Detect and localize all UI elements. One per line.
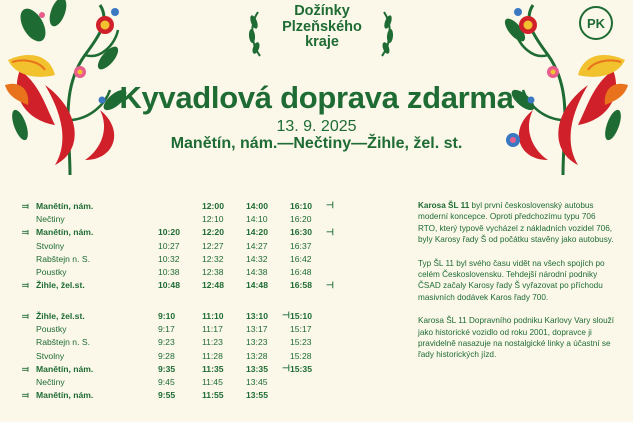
departure-time: 10:32 [158, 253, 180, 264]
stop-marker-cell [22, 226, 36, 239]
departure-time: 9:45 [158, 377, 175, 388]
page-title: Kyvadlová doprava zdarma [119, 80, 514, 115]
stop-marker-cell [22, 265, 36, 278]
stop-marker-cell [22, 322, 36, 335]
stop-marker-cell [22, 349, 36, 362]
departure-time: 15:23 [290, 337, 312, 348]
departure-time: 13:23 [246, 337, 268, 348]
logo-line-1: Dožínky [294, 3, 350, 19]
departure-time: 11:45 [202, 377, 223, 388]
timetable-row [22, 212, 334, 225]
route-end-marker [326, 280, 334, 291]
timetable-row [22, 322, 334, 335]
stop-name: Stvolny [36, 240, 65, 251]
stop-marker-icon [22, 365, 29, 374]
departure-time: 12:38 [202, 267, 224, 278]
stop-marker-icon [22, 202, 29, 211]
departure-time: 10:20 [158, 227, 180, 238]
departure-time: 14:32 [246, 253, 268, 264]
route-end-marker [282, 363, 290, 374]
info-text [418, 200, 614, 373]
region-badge: PK [579, 6, 613, 40]
departure-time: 12:32 [202, 253, 224, 264]
departure-time: 12:20 [202, 227, 224, 238]
timetable-return [22, 309, 334, 402]
stop-name: Manětín, nám. [36, 390, 94, 401]
stop-name: Žihle, žel.st. [36, 280, 85, 291]
stop-marker-cell [22, 389, 36, 402]
stop-marker-cell [22, 375, 36, 388]
departure-time: 13:45 [246, 377, 268, 388]
departure-time: 10:38 [158, 267, 180, 278]
departure-time: 13:55 [246, 390, 268, 401]
stop-name: Rabštejn n. S. [36, 337, 90, 348]
stop-marker-icon [22, 312, 29, 321]
departure-time: 13:17 [246, 323, 268, 334]
route-end-marker [326, 200, 334, 211]
stop-marker-cell [22, 239, 36, 252]
timetable-outbound [22, 199, 334, 292]
route-name: Manětín, nám.—Nečtiny—Žihle, žel. st. [170, 135, 463, 152]
departure-time: 13:10 [246, 310, 268, 321]
departure-time: 16:20 [290, 213, 312, 224]
logo-line-3: kraje [305, 34, 339, 50]
departure-time: 9:35 [158, 363, 176, 374]
info-paragraph-3: Karosa ŠL 11 Dopravního podniku Karlovy Vary slouží jako historické vozidlo od roku 2001, dopravce ji pravidelně nasazuje na nostalgické linky a účastní se řady historických jízd. [418, 316, 614, 360]
timetable-row [22, 226, 334, 239]
timetable-row [22, 375, 334, 388]
departure-time: 16:30 [290, 227, 312, 238]
event-date: 13. 9. 2025 [276, 118, 357, 135]
departure-time [158, 212, 202, 225]
departure-time: 16:37 [290, 240, 312, 251]
departure-time [290, 389, 334, 402]
departure-time: 14:27 [246, 240, 268, 251]
departure-time: 9:23 [158, 337, 175, 348]
departure-time: 15:17 [290, 323, 312, 334]
stop-marker-cell [22, 212, 36, 225]
departure-time: 11:23 [202, 337, 223, 348]
stop-name: Nečtiny [36, 213, 65, 224]
stop-marker-cell [22, 252, 36, 265]
departure-time: 11:35 [202, 363, 224, 374]
departure-time: 9:55 [158, 390, 176, 401]
stop-marker-cell [22, 199, 36, 212]
departure-time: 14:20 [246, 227, 268, 238]
departure-time: 14:38 [246, 267, 268, 278]
departure-time: 16:58 [290, 280, 312, 291]
departure-time: 13:28 [246, 350, 268, 361]
stop-name: Poustky [36, 267, 67, 278]
stop-name: Manětín, nám. [36, 227, 94, 238]
stop-marker-cell [22, 336, 36, 349]
departure-time: 9:10 [158, 310, 176, 321]
departure-time [290, 375, 334, 388]
departure-time: 16:10 [290, 200, 312, 211]
departure-time: 14:48 [246, 280, 268, 291]
stop-name: Manětín, nám. [36, 363, 94, 374]
departure-time: 11:28 [202, 350, 223, 361]
departure-time: 11:17 [202, 323, 223, 334]
departure-time: 14:00 [246, 200, 268, 211]
departure-time: 14:10 [246, 213, 268, 224]
departure-time [158, 199, 202, 212]
stop-marker-cell [22, 362, 36, 375]
departure-time: 15:28 [290, 350, 312, 361]
timetable-row [22, 389, 334, 402]
stop-name: Stvolny [36, 350, 65, 361]
departure-time: 15:35 [290, 363, 312, 374]
stop-name: Manětín, nám. [36, 200, 94, 211]
stop-marker-icon [22, 281, 29, 290]
timetable-row [22, 199, 334, 212]
stop-name: Žihle, žel.st. [36, 310, 85, 321]
stop-marker-cell [22, 309, 36, 322]
timetable-row [22, 279, 334, 292]
departure-time: 13:35 [246, 363, 268, 374]
timetable-row [22, 265, 334, 278]
timetable-row [22, 252, 334, 265]
departure-time: 16:48 [290, 267, 312, 278]
route-end-marker [282, 310, 290, 321]
departure-time: 15:10 [290, 310, 312, 321]
festival-logo [246, 4, 396, 62]
stop-marker-icon [22, 228, 29, 237]
timetable-row [22, 239, 334, 252]
departure-time: 10:48 [158, 280, 180, 291]
departure-time: 12:00 [202, 200, 224, 211]
stop-name: Nečtiny [36, 377, 65, 388]
route-end-marker [326, 227, 334, 238]
info-paragraph-1: Karosa ŠL 11 byl první československý autobus moderní koncepce. Oproti předchozímu typu 706 RTO, který typově vycházel z nákladních vozidel 706, byly Karosy řady Š od počátku stavěny jako autobusy. [418, 201, 614, 245]
departure-time: 9:28 [158, 350, 175, 361]
departure-time: 12:27 [202, 240, 224, 251]
departure-time: 16:42 [290, 253, 312, 264]
departure-time: 9:17 [158, 323, 175, 334]
timetable-row [22, 349, 334, 362]
stop-marker-cell [22, 279, 36, 292]
departure-time: 12:10 [202, 213, 224, 224]
timetable-row [22, 336, 334, 349]
stop-name: Rabštejn n. S. [36, 253, 90, 264]
stop-name: Poustky [36, 323, 67, 334]
logo-line-2: Plzeňského [282, 18, 362, 35]
departure-time: 10:27 [158, 240, 180, 251]
stop-marker-icon [22, 391, 29, 400]
info-paragraph-2: Typ ŠL 11 byl svého času vidět na všech spojích po celém Československu. Tehdejší národní podniky ČSAD začaly Karosy řady Š vyřazovat po příchodu masivních dodávek Karos řady 700. [418, 258, 605, 302]
departure-time: 11:10 [202, 310, 224, 321]
departure-time: 11:55 [202, 390, 224, 401]
departure-time: 12:48 [202, 280, 224, 291]
